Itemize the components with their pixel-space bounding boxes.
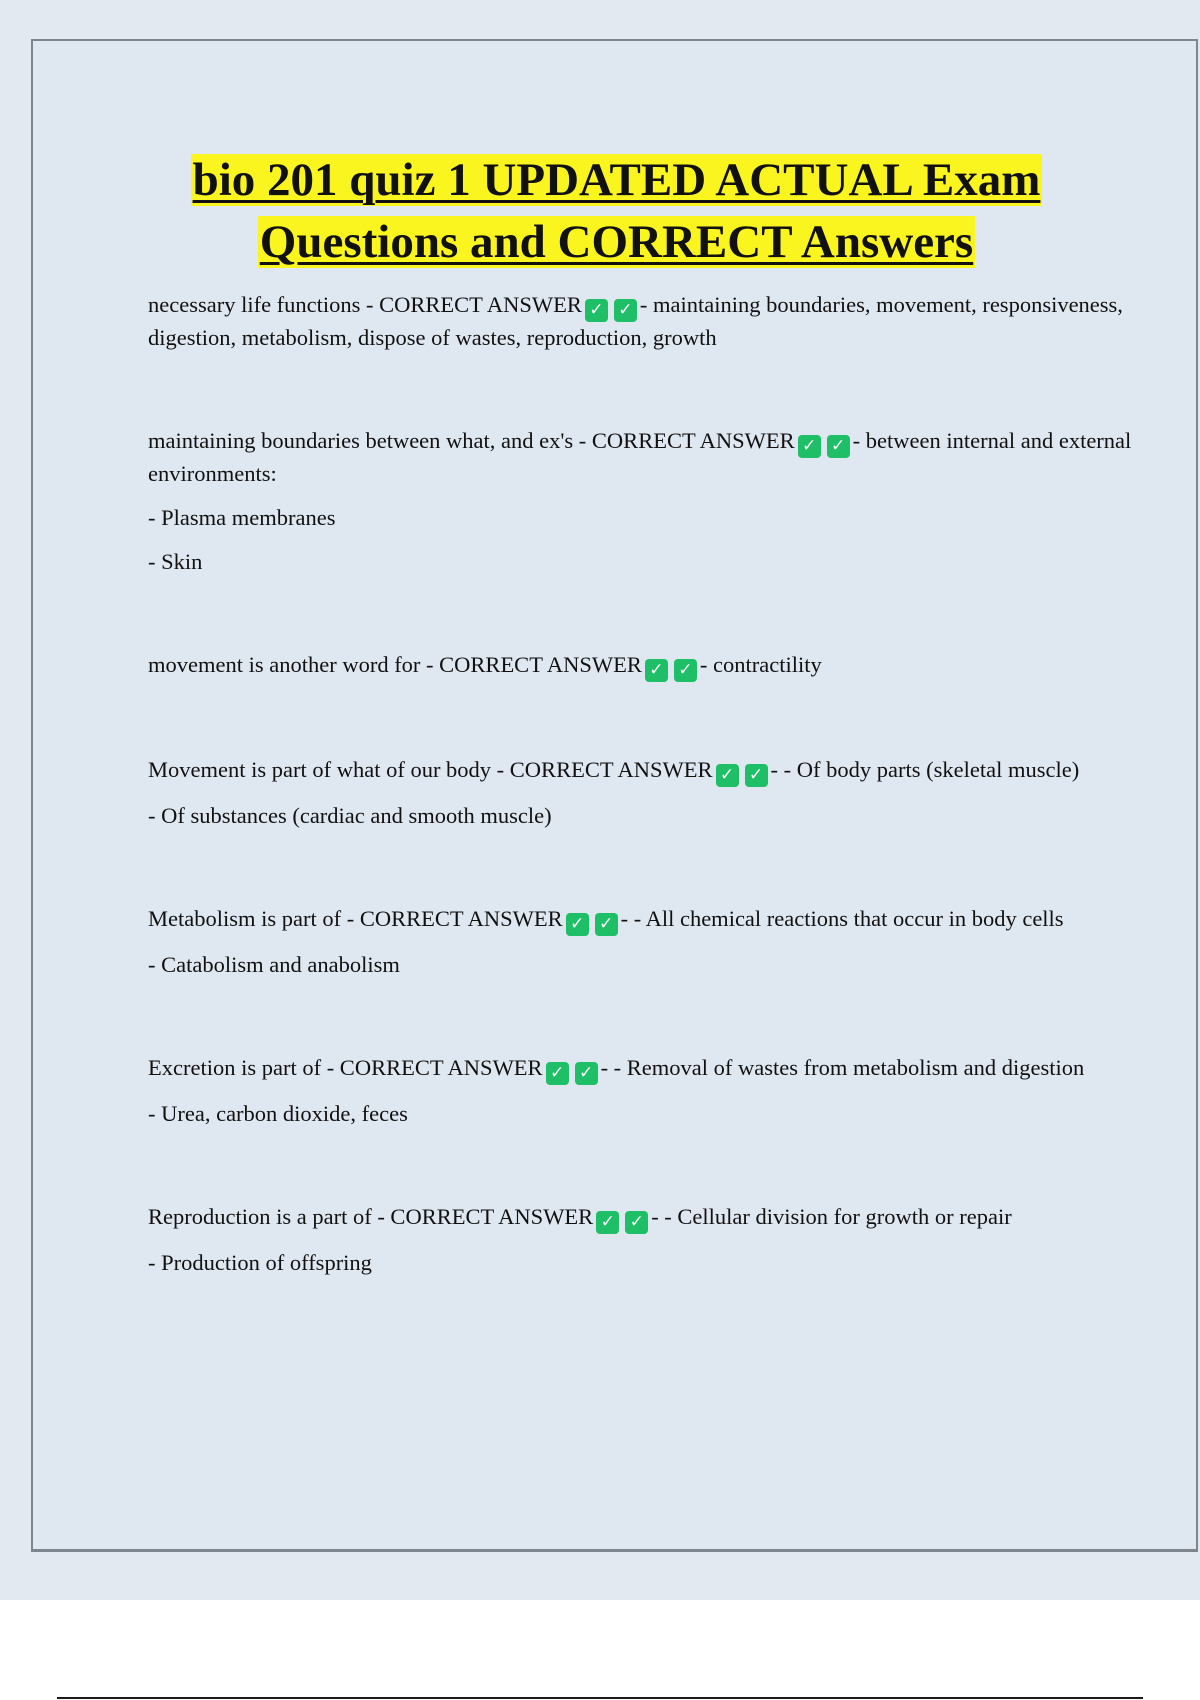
answer-detail: - Of substances (cardiac and smooth muscle)	[148, 803, 552, 828]
answer-detail: - Skin	[148, 549, 203, 574]
check-mark-icon: ✓	[827, 435, 850, 458]
check-mark-icon: ✓	[798, 435, 821, 458]
answer-detail: - Plasma membranes	[148, 505, 336, 530]
qa-line	[148, 1201, 1133, 1234]
title-line-2: Questions and CORRECT Answers	[259, 216, 974, 268]
check-mark-icon: ✓	[546, 1062, 569, 1085]
question-text: necessary life functions - CORRECT ANSWER	[148, 292, 582, 317]
question-text: Metabolism is part of - CORRECT ANSWER	[148, 906, 563, 931]
check-mark-icon: ✓	[595, 913, 618, 936]
check-mark-icon: ✓	[575, 1062, 598, 1085]
answer-text: - maintaining boundaries, movement, responsiveness, digestion, metabolism, dispose of wastes, reproduction, growth	[148, 292, 1123, 350]
qa-list	[148, 289, 1133, 1278]
qa-item	[148, 1201, 1133, 1278]
check-mark-icon: ✓	[566, 913, 589, 936]
answer-text: - - Of body parts (skeletal muscle)	[770, 757, 1080, 782]
qa-line	[148, 289, 1133, 353]
qa-item	[148, 903, 1133, 980]
answer-text: - contractility	[699, 652, 822, 677]
qa-item	[148, 425, 1133, 577]
question-text: Excretion is part of - CORRECT ANSWER	[148, 1055, 543, 1080]
check-mark-icon: ✓	[596, 1211, 619, 1234]
answer-text: - between internal and external environments:	[148, 428, 1132, 486]
qa-item	[148, 289, 1133, 353]
answer-detail: - Catabolism and anabolism	[148, 952, 400, 977]
answer-text: - - Removal of wastes from metabolism and digestion	[600, 1055, 1085, 1080]
qa-item	[148, 754, 1133, 831]
qa-line	[148, 1052, 1133, 1085]
question-text: movement is another word for - CORRECT ANSWER	[148, 652, 642, 677]
check-mark-icon: ✓	[745, 764, 768, 787]
answer-text: - - All chemical reactions that occur in body cells	[620, 906, 1064, 931]
check-mark-icon: ✓	[585, 299, 608, 322]
qa-line	[148, 425, 1133, 489]
question-text: maintaining boundaries between what, and ex's - CORRECT ANSWER	[148, 428, 795, 453]
answer-text: - - Cellular division for growth or repair	[651, 1204, 1012, 1229]
check-mark-icon: ✓	[614, 299, 637, 322]
check-mark-icon: ✓	[674, 659, 697, 682]
document-title	[33, 149, 1200, 273]
qa-line	[148, 754, 1133, 787]
check-mark-icon: ✓	[716, 764, 739, 787]
answer-detail: - Urea, carbon dioxide, feces	[148, 1101, 408, 1126]
qa-item	[148, 649, 1133, 682]
question-text: Reproduction is a part of - CORRECT ANSWER	[148, 1204, 594, 1229]
question-text: Movement is part of what of our body - CORRECT ANSWER	[148, 757, 713, 782]
answer-detail: - Production of offspring	[148, 1250, 372, 1275]
qa-line	[148, 649, 1133, 682]
document-page	[31, 39, 1198, 1552]
check-mark-icon: ✓	[645, 659, 668, 682]
footer-divider	[57, 1697, 1143, 1699]
check-mark-icon: ✓	[625, 1211, 648, 1234]
qa-line	[148, 903, 1133, 936]
title-line-1: bio 201 quiz 1 UPDATED ACTUAL Exam	[192, 154, 1041, 206]
qa-item	[148, 1052, 1133, 1129]
